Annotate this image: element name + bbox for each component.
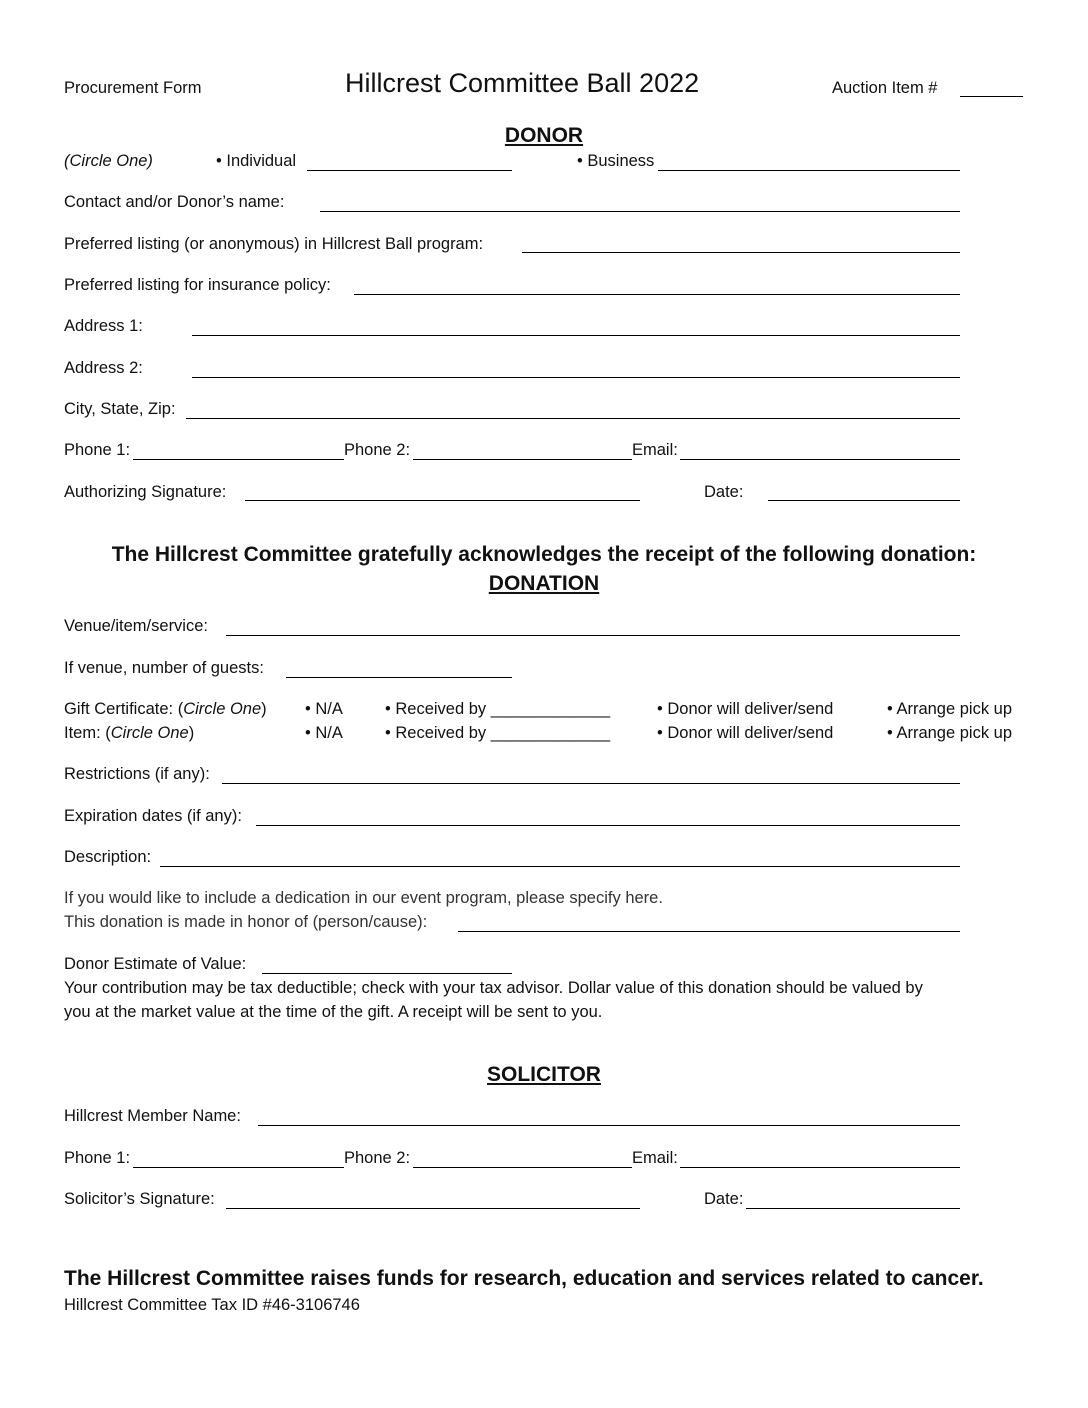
honor-field[interactable] (458, 931, 960, 932)
estimate-label: Donor Estimate of Value: (64, 955, 247, 973)
restrictions-label: Restrictions (if any): (64, 765, 210, 783)
donation-heading: DONATION (488, 572, 600, 595)
email-field[interactable] (680, 459, 960, 460)
venue-item-service-field[interactable] (226, 635, 960, 636)
gift-na-option[interactable]: • N/A (305, 700, 343, 718)
restrictions-field[interactable] (222, 783, 960, 784)
business-field[interactable] (658, 170, 960, 171)
solicitor-date-field[interactable] (746, 1208, 960, 1209)
description-label: Description: (64, 848, 152, 866)
address1-label: Address 1: (64, 317, 143, 335)
individual-option[interactable]: • Individual (216, 152, 297, 170)
expiration-dates-field[interactable] (256, 825, 960, 826)
item-received-by-option[interactable]: • Received by _____________ (385, 724, 611, 742)
city-state-zip-label: City, State, Zip: (64, 400, 176, 418)
gift-received-by-option[interactable]: • Received by _____________ (385, 700, 611, 718)
phone1-label: Phone 1: (64, 441, 131, 459)
solicitor-signature-field[interactable] (226, 1208, 640, 1209)
contact-name-label: Contact and/or Donor’s name: (64, 193, 285, 211)
circle-one-label: (Circle One) (64, 152, 153, 170)
solicitor-signature-label: Solicitor’s Signature: (64, 1190, 215, 1208)
guests-field[interactable] (286, 677, 512, 678)
insurance-listing-label: Preferred listing for insurance policy: (64, 276, 331, 294)
member-name-field[interactable] (258, 1125, 960, 1126)
tax-note-line2: you at the market value at the time of the gift. A receipt will be sent to you. (64, 1003, 603, 1021)
address2-label: Address 2: (64, 359, 143, 377)
acknowledgement-text: The Hillcrest Committee gratefully acknowledges the receipt of the following donation: (111, 543, 977, 566)
page-title: Hillcrest Committee Ball 2022 (345, 68, 700, 98)
authorizing-signature-field[interactable] (245, 500, 640, 501)
program-listing-field[interactable] (522, 252, 960, 253)
individual-field[interactable] (307, 170, 512, 171)
solicitor-heading: SOLICITOR (487, 1063, 601, 1086)
address2-field[interactable] (192, 377, 960, 378)
expiration-dates-label: Expiration dates (if any): (64, 807, 242, 825)
estimate-field[interactable] (262, 973, 512, 974)
solicitor-email-field[interactable] (680, 1167, 960, 1168)
dedication-note: If you would like to include a dedication in our event program, please specify here. (64, 889, 663, 907)
item-label: Item: (Circle One) (64, 724, 195, 742)
auction-item-field[interactable] (960, 96, 1023, 97)
item-donor-deliver-option[interactable]: • Donor will deliver/send (657, 724, 834, 742)
guests-label: If venue, number of guests: (64, 659, 264, 677)
venue-item-service-label: Venue/item/service: (64, 617, 208, 635)
form-type-label: Procurement Form (64, 79, 202, 97)
contact-name-field[interactable] (320, 211, 960, 212)
insurance-listing-field[interactable] (354, 294, 960, 295)
gift-arrange-pickup-option[interactable]: • Arrange pick up (887, 700, 1013, 718)
solicitor-phone1-label: Phone 1: (64, 1149, 131, 1167)
business-option[interactable]: • Business (577, 152, 655, 170)
item-arrange-pickup-option[interactable]: • Arrange pick up (887, 724, 1013, 742)
mission-statement: The Hillcrest Committee raises funds for research, education and services related to cancer. (64, 1267, 984, 1290)
solicitor-email-label: Email: (632, 1149, 678, 1167)
donor-date-label: Date: (704, 483, 744, 501)
phone2-field[interactable] (413, 459, 632, 460)
tax-id: Hillcrest Committee Tax ID #46-3106746 (64, 1296, 360, 1314)
auction-item-label: Auction Item # (832, 79, 938, 97)
item-na-option[interactable]: • N/A (305, 724, 343, 742)
donor-date-field[interactable] (768, 500, 960, 501)
email-label: Email: (632, 441, 678, 459)
member-name-label: Hillcrest Member Name: (64, 1107, 241, 1125)
city-state-zip-field[interactable] (186, 418, 960, 419)
phone2-label: Phone 2: (344, 441, 411, 459)
solicitor-phone2-field[interactable] (413, 1167, 632, 1168)
tax-note-line1: Your contribution may be tax deductible; check with your tax advisor. Dollar value of this donation should be valued by (64, 979, 923, 997)
gift-certificate-label: Gift Certificate: (Circle One) (64, 700, 267, 718)
phone1-field[interactable] (133, 459, 344, 460)
solicitor-phone1-field[interactable] (133, 1167, 344, 1168)
solicitor-phone2-label: Phone 2: (344, 1149, 411, 1167)
donor-heading: DONOR (504, 124, 584, 147)
authorizing-signature-label: Authorizing Signature: (64, 483, 227, 501)
program-listing-label: Preferred listing (or anonymous) in Hillcrest Ball program: (64, 235, 484, 253)
honor-label: This donation is made in honor of (person/cause): (64, 913, 428, 931)
solicitor-date-label: Date: (704, 1190, 744, 1208)
description-field[interactable] (160, 866, 960, 867)
address1-field[interactable] (192, 335, 960, 336)
gift-donor-deliver-option[interactable]: • Donor will deliver/send (657, 700, 834, 718)
